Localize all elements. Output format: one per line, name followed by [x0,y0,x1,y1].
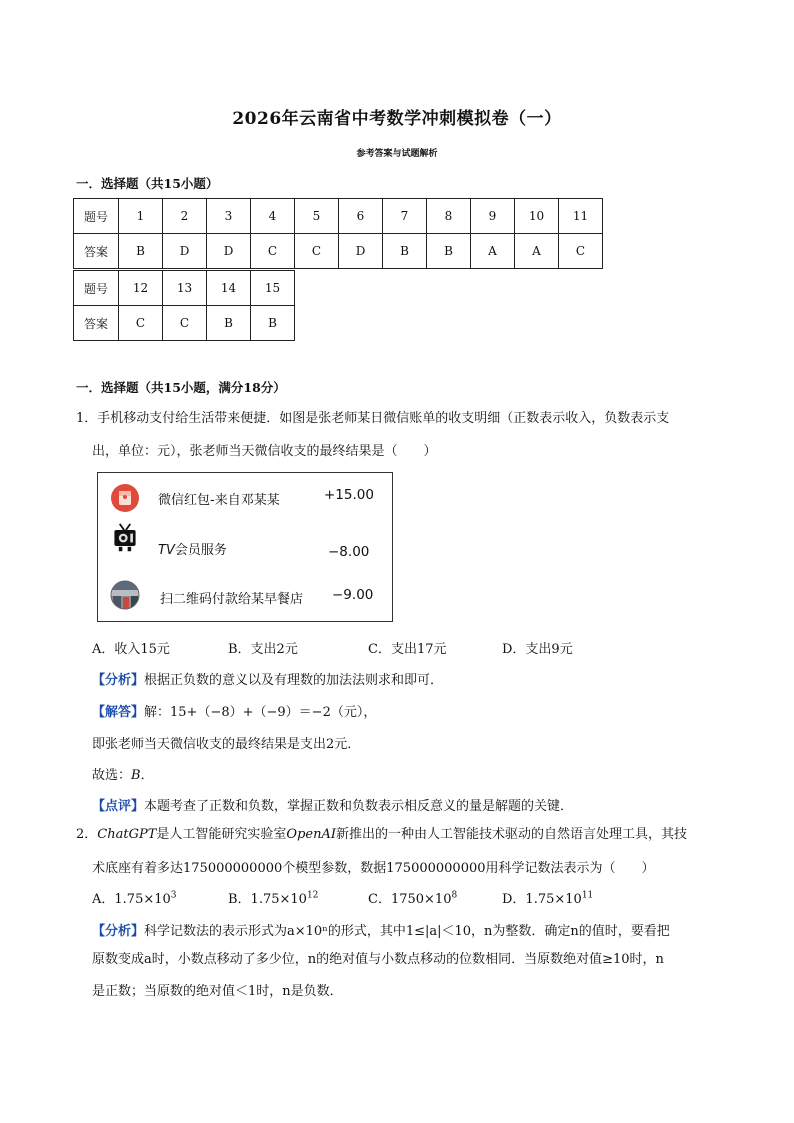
solution-1-line-2: 即张老师当天微信收支的最终结果是支出2元． [92,737,361,752]
table-cell: 14 [207,271,251,306]
option-c-exponent: 8 [451,890,458,901]
table-cell: C [295,234,339,269]
table-cell: 1 [119,199,163,234]
option-a-exponent: 3 [170,890,177,901]
section-heading-choice: 一．选择题（共15小题，满分18分） [76,380,286,395]
openai-text: OpenAI [286,827,336,842]
bill-item-label: 微信红包-来自邓某某 [158,493,280,508]
option-b-text: B．1.75×10 [228,892,307,907]
bill-item-amount: +15.00 [324,487,374,503]
table-cell: 7 [383,199,427,234]
choice-letter: B [131,768,141,783]
table-cell: A [471,234,515,269]
table-cell: 15 [251,271,295,306]
question-1-line-2: 出，单位：元），张老师当天微信收支的最终结果是（ ） [92,444,437,459]
table-cell: 13 [163,271,207,306]
option-d-exponent: 11 [581,890,594,901]
question-1-line-1: 1．手机移动支付给生活带来便捷．如图是张老师某日微信账单的收支明细（正数表示收入，负数表示支 [76,411,670,426]
wechat-bill-card [97,472,393,622]
analysis-2 [92,920,670,939]
table-header-answer: 答案 [74,234,119,269]
option-a-text: A．1.75×10 [92,892,171,907]
bill-item-label [158,539,227,558]
bill-item-amount: −8.00 [328,544,370,560]
document-title: 2026年云南省中考数学冲刺模拟卷（一） [232,109,562,129]
comment-1 [92,795,573,814]
analysis-tag: 【分析】 [92,924,145,939]
table-cell: D [163,234,207,269]
bill-item-label-service: 会员服务 [174,543,227,558]
table-cell: 6 [339,199,383,234]
table-cell: B [383,234,427,269]
table-header-question: 题号 [74,271,119,306]
option-c-text: C．1750×10 [368,892,452,907]
comment-text: 本题考查了正数和负数，掌握正数和负数表示相反意义的量是解题的关键． [144,799,574,814]
analysis-2-line-3: 是正数；当原数的绝对值＜1时，n是负数． [92,984,343,999]
question-2-line-2: 术底座有着多达175000000000个模型参数，数据175000000000用科学记数法表示为（ ） [92,861,655,876]
table-cell: C [119,306,163,341]
chatgpt-text: ChatGPT [97,827,157,842]
q2-text-mid: 是人工智能研究实验室 [156,827,287,842]
table-cell: 5 [295,199,339,234]
bill-item-label-tv: TV [158,543,175,558]
bill-item-amount: −9.00 [332,587,374,603]
shop-avatar-icon [110,580,140,610]
bill-item-label: 扫二维码付款给某早餐店 [160,592,304,607]
option-b-exponent: 12 [306,890,319,901]
table-cell: 8 [427,199,471,234]
table-cell: A [515,234,559,269]
table-row-answers [74,306,295,341]
table-header-question: 题号 [74,199,119,234]
table-cell: C [559,234,603,269]
section-heading-answers: 一．选择题（共15小题） [76,176,219,191]
option-d-text: D．1.75×10 [502,892,582,907]
table-row-questions [74,271,295,306]
table-cell: 3 [207,199,251,234]
option-c [368,888,457,907]
red-packet-icon [110,483,140,513]
solution-tag: 【解答】 [92,705,145,720]
choice-suffix: ． [140,768,154,783]
tv-icon [110,523,140,553]
option-d: D．支出9元 [502,642,573,657]
analysis-2-line-2: 原数变成a时，小数点移动了多少位，n的绝对值与小数点移动的位数相同．当原数绝对值≥10时，n [92,952,664,967]
analysis-1 [92,669,443,688]
solution-text: 解：15+（−8）+（−9）＝−2（元）， [144,705,377,720]
table-cell: B [427,234,471,269]
table-cell: 9 [471,199,515,234]
table-cell: 2 [163,199,207,234]
analysis-text: 科学记数法的表示形式为a×10ⁿ的形式，其中1≤|a|＜10，n为整数．确定n的值时，要看把 [144,924,670,939]
option-c: C．支出17元 [368,642,447,657]
option-d [502,888,593,907]
table-cell: B [251,306,295,341]
choice-1 [92,764,154,783]
table-cell: D [207,234,251,269]
option-a: A．收入15元 [92,642,170,657]
option-b: B．支出2元 [228,642,298,657]
table-header-answer: 答案 [74,306,119,341]
option-b [228,888,318,907]
table-cell: C [251,234,295,269]
question-2-line-1 [76,821,687,849]
table-cell: 4 [251,199,295,234]
question-number: 2． [76,827,98,842]
table-cell: 11 [559,199,603,234]
option-a [92,888,177,907]
comment-tag: 【点评】 [92,799,145,814]
table-row-questions [74,199,603,234]
solution-1 [92,701,376,720]
analysis-text: 根据正负数的意义以及有理数的加法法则求和即可． [144,673,444,688]
choice-prefix: 故选： [92,768,132,783]
table-cell: B [119,234,163,269]
table-row-answers [74,234,603,269]
table-cell: D [339,234,383,269]
table-cell: 12 [119,271,163,306]
answer-table-2 [73,270,295,341]
answer-table-1 [73,198,603,269]
table-cell: B [207,306,251,341]
analysis-tag: 【分析】 [92,673,145,688]
document-subtitle: 参考答案与试题解析 [356,149,438,159]
q2-text-end: 新推出的一种由人工智能技术驱动的自然语言处理工具，其技 [335,827,687,842]
table-cell: C [163,306,207,341]
table-cell: 10 [515,199,559,234]
